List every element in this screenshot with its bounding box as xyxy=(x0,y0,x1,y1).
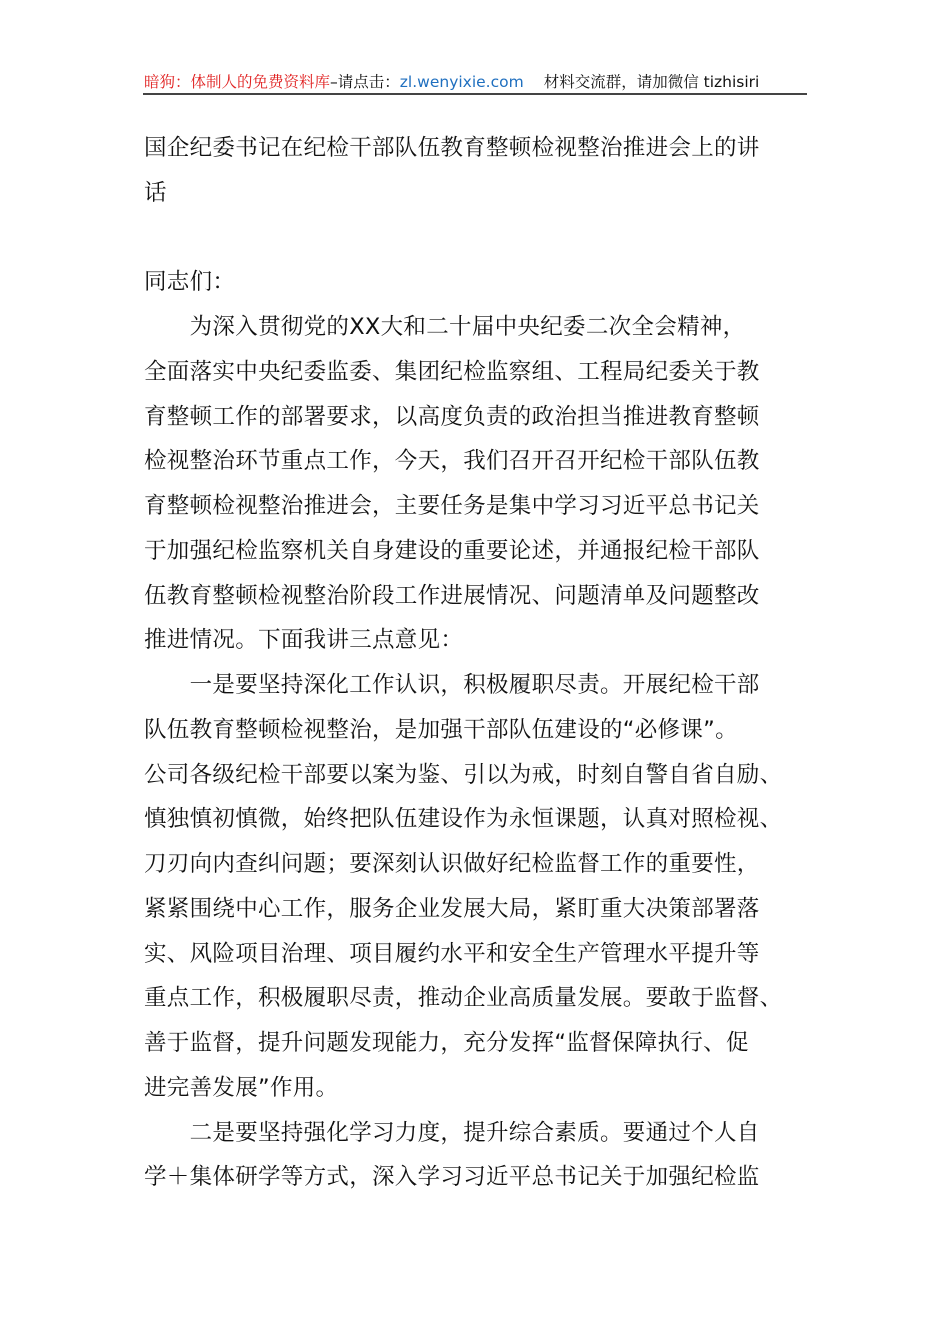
body-line: 队伍教育整顿检视整治，是加强干部队伍建设的“必修课”。 xyxy=(144,716,738,743)
title-line: 话 xyxy=(144,180,167,206)
header-brand: 暗狗：体制人的免费资料库 xyxy=(144,73,331,91)
header-group: 材料交流群，请加微信 tizhisiri xyxy=(543,73,760,91)
body-line: 检视整治环节重点工作，今天，我们召开召开纪检干部队伍教 xyxy=(144,448,760,475)
body-line: 公司各级纪检干部要以案为鉴、引以为戒，时刻自警自省自励、 xyxy=(144,761,783,788)
body-line: 于加强纪检监察机关自身建设的重要论述，并通报纪检干部队 xyxy=(144,537,760,564)
body-line: 慎独慎初慎微，始终把队伍建设作为永恒课题，认真对照检视、 xyxy=(144,806,783,833)
body-line: 紧紧围绕中心工作，服务企业发展大局，紧盯重大决策部署落 xyxy=(144,895,760,922)
header-divider xyxy=(143,93,807,95)
header-click: –请点击： xyxy=(330,73,400,91)
body-line: 刀刃向内查纠问题；要深刻认识做好纪检监督工作的重要性， xyxy=(144,851,760,877)
body-line: 二是要坚持强化学习力度，提升综合素质。要通过个人自 xyxy=(144,1119,760,1146)
body-line: 育整顿检视整治推进会，主要任务是集中学习习近平总书记关 xyxy=(144,493,760,519)
body-line: 学＋集体研学等方式，深入学习习近平总书记关于加强纪检监 xyxy=(144,1164,760,1191)
body-line: 为深入贯彻党的XX大和二十届中央纪委二次全会精神， xyxy=(144,314,746,340)
salutation: 同志们： xyxy=(144,269,236,295)
body-line: 重点工作，积极履职尽责，推动企业高质量发展。要敢于监督、 xyxy=(144,985,783,1012)
page-header xyxy=(144,70,806,92)
body-line: 一是要坚持深化工作认识，积极履职尽责。开展纪检干部 xyxy=(144,672,760,698)
body-line: 推进情况。下面我讲三点意见： xyxy=(144,627,464,654)
header-url-link[interactable]: zl.wenyixie.com xyxy=(399,73,524,91)
title-line: 国企纪委书记在纪检干部队伍教育整顿检视整治推进会上的讲 xyxy=(144,135,760,161)
body-line: 善于监督，提升问题发现能力，充分发挥“监督保障执行、促 xyxy=(144,1030,749,1056)
body-line: 实、风险项目治理、项目履约水平和安全生产管理水平提升等 xyxy=(144,940,760,967)
body-line: 进完善发展”作用。 xyxy=(144,1074,339,1101)
body-line: 伍教育整顿检视整治阶段工作进展情况、问题清单及问题整改 xyxy=(144,582,760,609)
body-line: 育整顿工作的部署要求，以高度负责的政治担当推进教育整顿 xyxy=(144,403,760,430)
body-line: 全面落实中央纪委监委、集团纪检监察组、工程局纪委关于教 xyxy=(144,358,760,385)
